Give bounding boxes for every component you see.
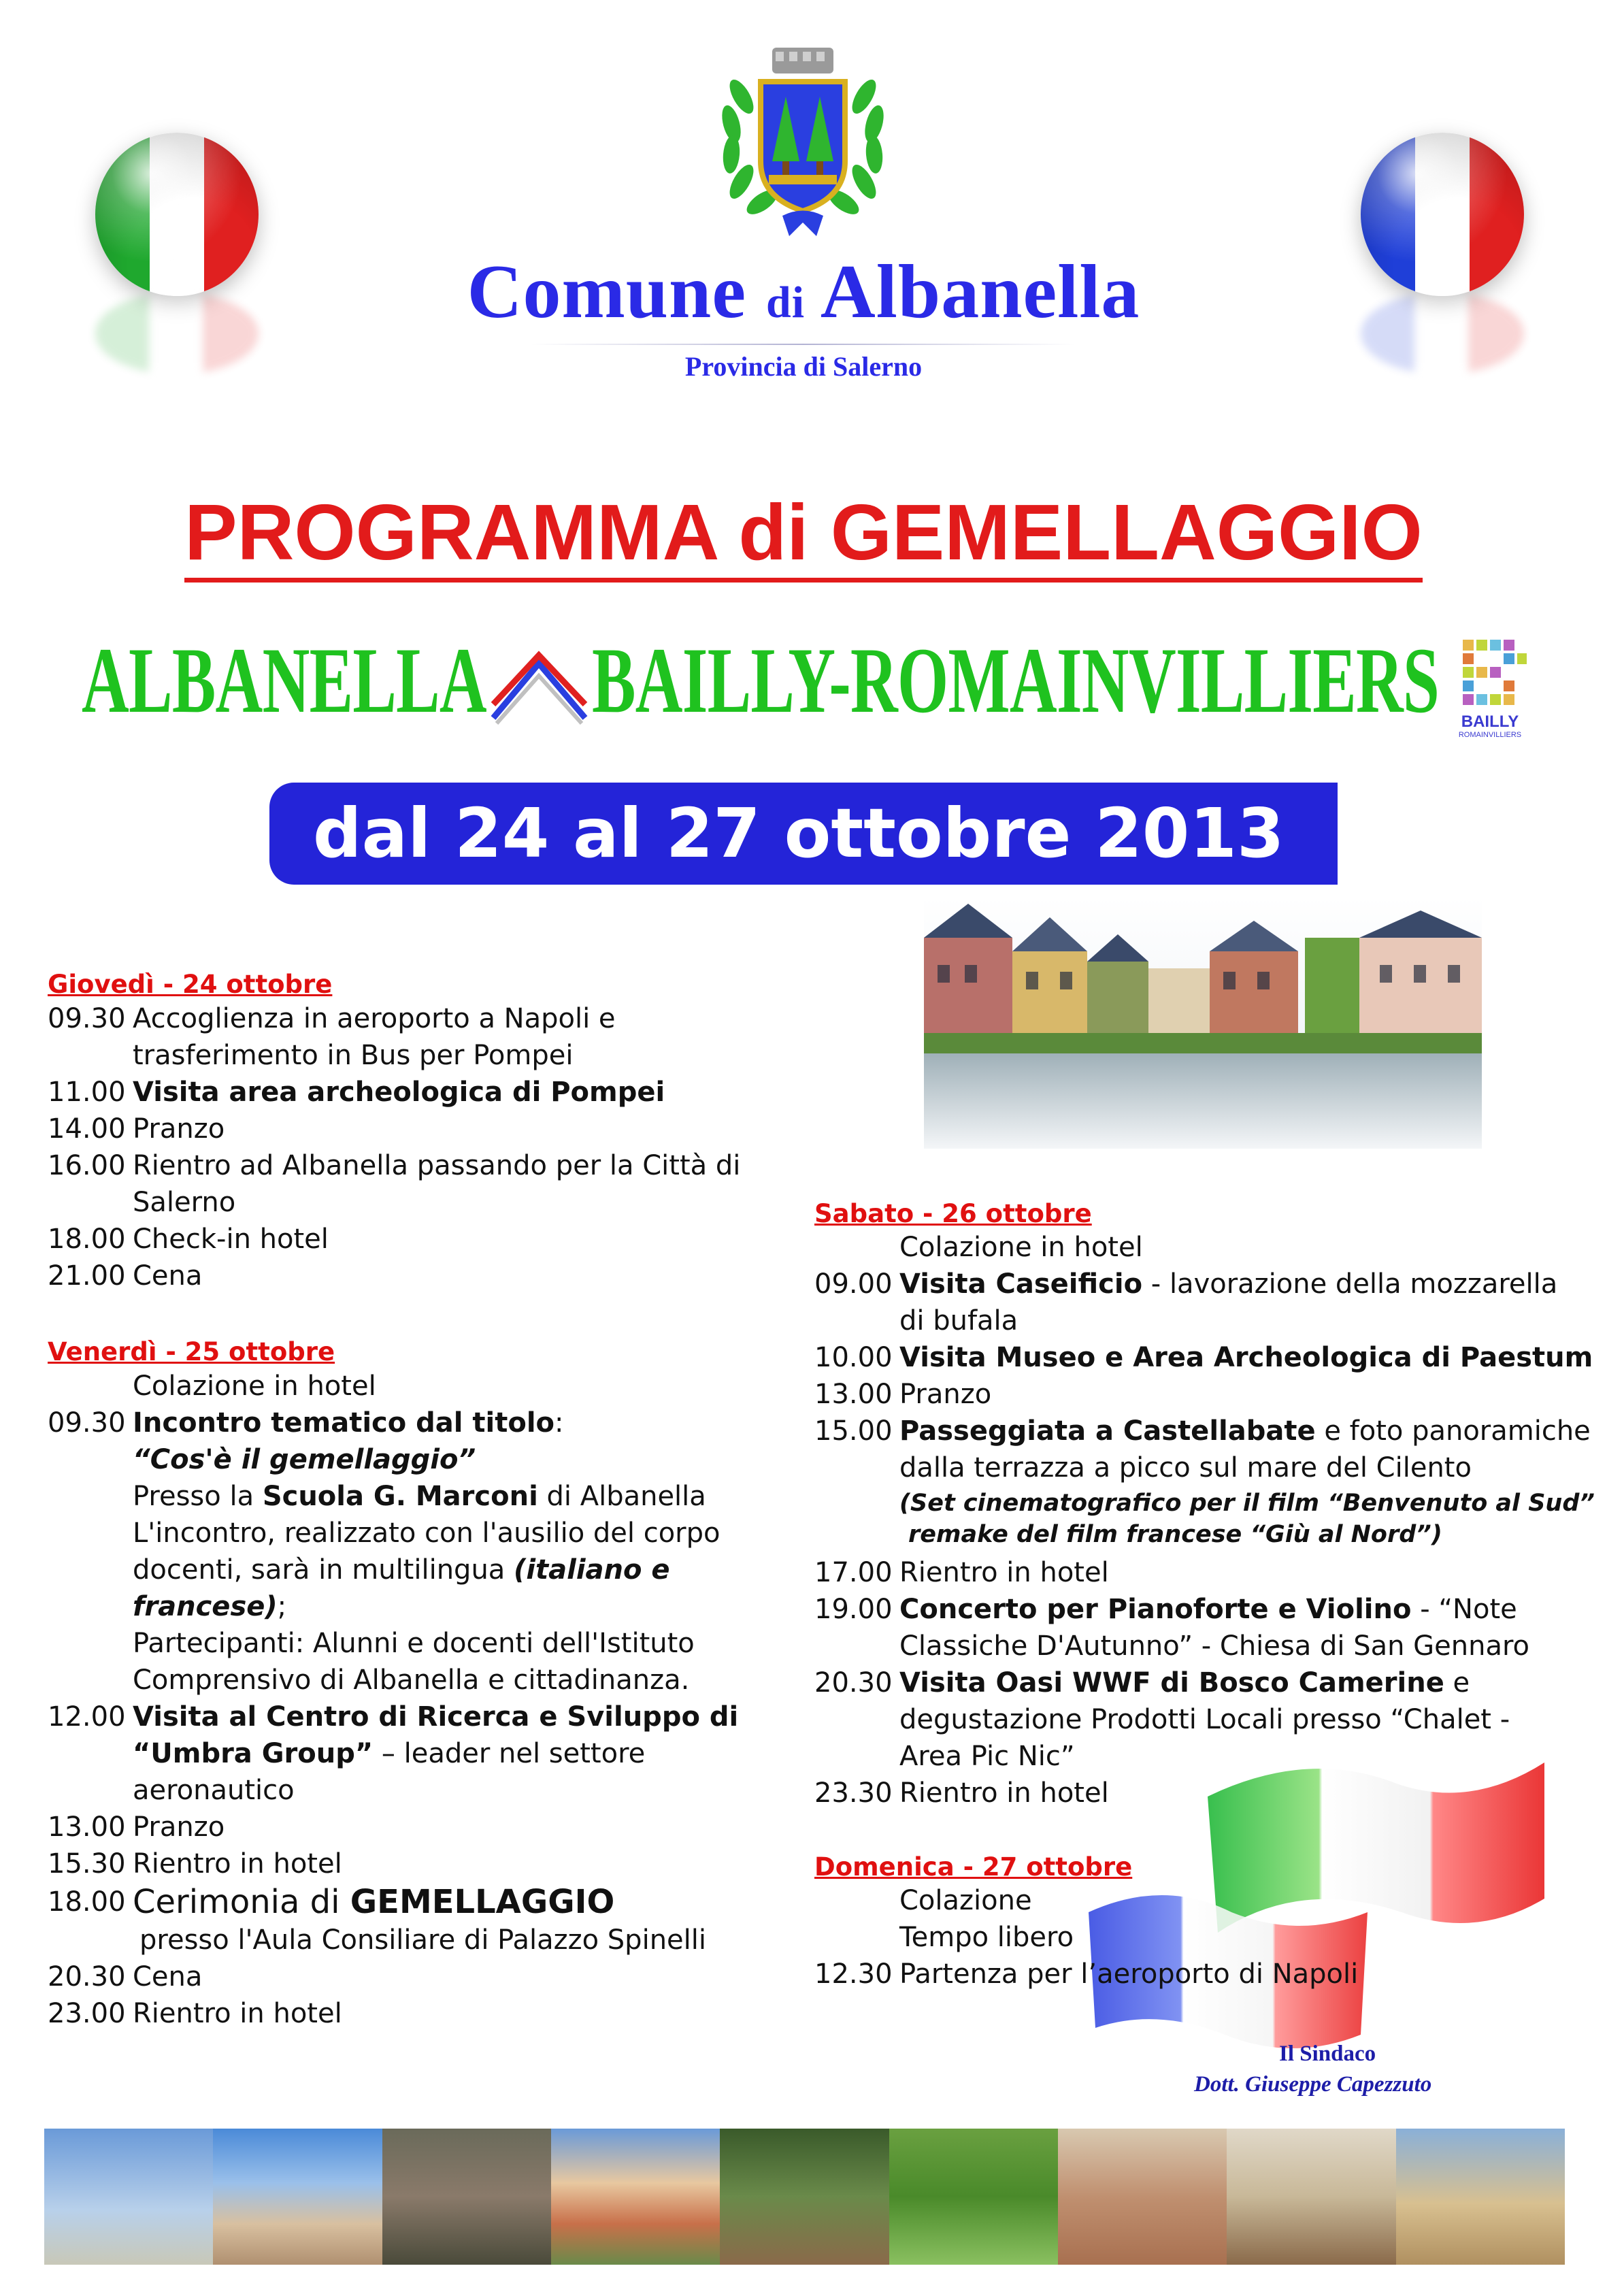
coat-of-arms-icon [701, 42, 905, 246]
schedule-row: Colazione in hotel [899, 1232, 1143, 1263]
bailly-logo-subtext: ROMAINVILLIERS [1458, 731, 1522, 739]
schedule-row-continued: Area Pic Nic” [899, 1741, 1075, 1772]
photo-church [213, 2129, 382, 2265]
schedule-row-continued: presso l'Aula Consiliare di Palazzo Spinelli [139, 1924, 706, 1956]
schedule-row-continued: trasferimento in Bus per Pompei [133, 1040, 574, 1071]
provincia-subtitle: Provincia di Salerno [684, 351, 923, 382]
schedule-row-continued: di bufala [899, 1305, 1018, 1336]
schedule-row-continued: Classiche D'Autunno” - Chiesa di San Gennaro [899, 1630, 1530, 1662]
programma-title: PROGRAMMA di GEMELLAGGIO [0, 487, 1607, 578]
photo-strip [44, 2129, 1565, 2265]
schedule-row-continued: Partecipanti: Alunni e docenti dell'Istituto [133, 1628, 695, 1659]
waving-flags-icon [1075, 1742, 1565, 2062]
date-range-text: dal 24 al 27 ottobre 2013 [313, 793, 1285, 873]
day-heading-domenica: Domenica - 27 ottobre [814, 1852, 1133, 1882]
schedule-row: Tempo libero [899, 1922, 1074, 1953]
schedule-row-continued: “Umbra Group” – leader nel settore [133, 1738, 646, 1769]
schedule-row-continued: “Cos'è il gemellaggio” [133, 1444, 476, 1475]
schedule-row: Colazione in hotel [133, 1371, 376, 1402]
day-heading-venerdi: Venerdì - 25 ottobre [48, 1337, 335, 1366]
signature-role: Il Sindaco [1279, 2041, 1376, 2066]
signature-name: Dott. Giuseppe Capezzuto [1194, 2072, 1432, 2097]
twinning-chevron-icon [490, 650, 589, 725]
schedule-row-continued: aeronautico [133, 1775, 295, 1806]
photo-paestum-temple [1396, 2129, 1565, 2265]
schedule-row-continued: Presso la Scuola G. Marconi di Albanella [133, 1481, 706, 1512]
schedule-row-continued: docenti, sarà in multilingua (italiano e [133, 1554, 670, 1586]
bailly-logo-icon [1449, 636, 1531, 711]
photo-fresco-dancer [1227, 2129, 1395, 2265]
schedule-row-continued: L'incontro, realizzato con l'ausilio del corpo [133, 1518, 720, 1549]
bailly-romainvilliers-logo [1449, 636, 1531, 738]
header-divider [531, 344, 1075, 345]
schedule-row: Colazione [899, 1885, 1032, 1916]
photo-wind-turbines [44, 2129, 213, 2265]
photo-fresco [1058, 2129, 1227, 2265]
photo-forest [889, 2129, 1058, 2265]
comune-title: Comune di Albanella [467, 250, 1140, 334]
photo-old-street [382, 2129, 551, 2265]
town-bailly-romainvilliers: BAILLY-ROMAINVILLIERS [592, 628, 1440, 732]
photo-oasi-sign [720, 2129, 889, 2265]
photo-palazzo [551, 2129, 720, 2265]
bailly-logo-text: BAILLY [1461, 712, 1519, 731]
schedule-row-continued: Comprensivo di Albanella e cittadinanza. [133, 1664, 690, 1696]
schedule-row-continued: francese); [133, 1591, 287, 1622]
town-albanella: ALBANELLA [82, 628, 486, 732]
schedule-row-continued: dalla terrazza a picco sul mare del Cilento [899, 1452, 1472, 1483]
schedule-row-continued: Salerno [133, 1187, 236, 1218]
day-heading-sabato: Sabato - 26 ottobre [814, 1199, 1092, 1228]
film-note: (Set cinematografico per il film “Benvenuto al Sud” [899, 1490, 1595, 1517]
village-lake-photo [924, 897, 1482, 1149]
schedule-row-continued: degustazione Prodotti Locali presso “Chalet - [899, 1704, 1510, 1735]
film-note: remake del film francese “Giù al Nord”) [908, 1521, 1442, 1548]
day-heading-giovedi: Giovedì - 24 ottobre [48, 970, 333, 999]
